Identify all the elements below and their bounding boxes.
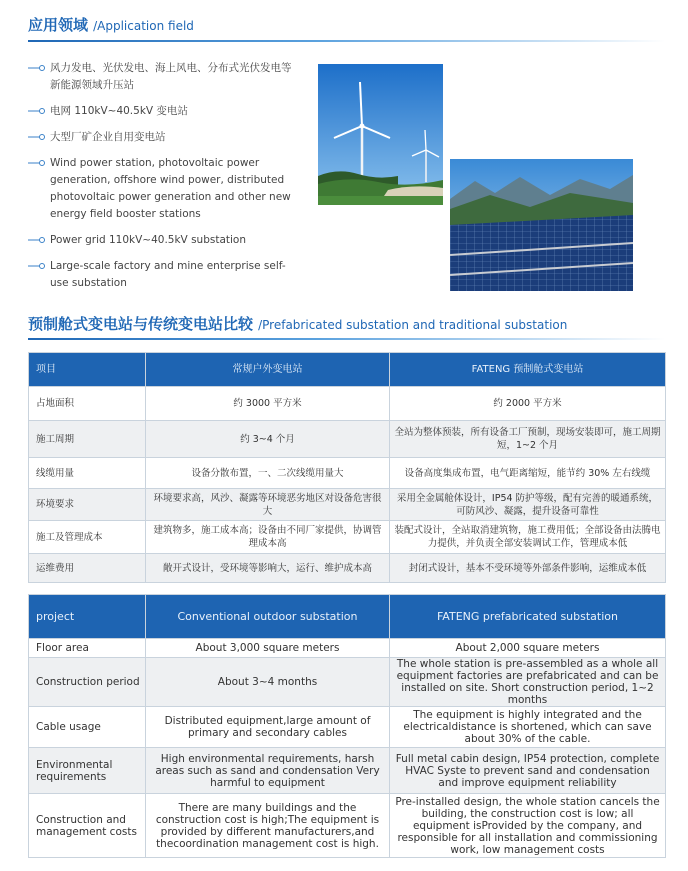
arrow-bullet-icon <box>28 63 46 73</box>
table-cell: There are many buildings and the construction cost is high;The equipment is provided by different manufacturers,and thecoordination management cost is high. <box>146 794 390 858</box>
table-cell: 设备分散布置，一、二次线缆用量大 <box>146 458 390 489</box>
list-item-text: 风力发电、光伏发电、海上风电、分布式光伏发电等新能源领域升压站 <box>50 62 292 91</box>
table-header-cell: Conventional outdoor substation <box>146 595 390 639</box>
table-cell: 占地面积 <box>29 387 146 421</box>
table-cell: The equipment is highly integrated and the electricaldistance is shortened, which can save about 30% of the cable. <box>390 707 666 748</box>
arrow-bullet-icon <box>28 158 46 168</box>
list-item-text: 大型厂矿企业自用变电站 <box>50 131 166 143</box>
application-list <box>28 60 298 301</box>
table-header-cell: 项目 <box>29 353 146 387</box>
list-item <box>28 155 298 223</box>
list-item-text: Power grid 110kV~40.5kV substation <box>50 234 246 246</box>
table-cell: 封闭式设计，基本不受环境等外部条件影响，运维成本低 <box>390 554 666 583</box>
list-item <box>28 60 298 94</box>
table-cell: 运维费用 <box>29 554 146 583</box>
section-title-zh: 应用领域 <box>28 16 89 34</box>
table-cell: 敞开式设计，受环境等影响大，运行、维护成本高 <box>146 554 390 583</box>
table-cell: Environmental requirements <box>29 748 146 794</box>
table-cell: 环境要求高，风沙、凝露等环境恶劣地区对设备危害很大 <box>146 489 390 521</box>
section-title-comparison <box>28 313 567 334</box>
section-title-zh: 预制舱式变电站与传统变电站比较 <box>28 315 254 333</box>
list-item-text: 电网 110kV~40.5kV 变电站 <box>50 105 188 117</box>
table-header-row <box>29 595 666 639</box>
table-cell: 施工及管理成本 <box>29 521 146 554</box>
table-cell: High environmental requirements, harsh areas such as sand and condensation Very harmful to equipment <box>146 748 390 794</box>
arrow-bullet-icon <box>28 106 46 116</box>
table-header-cell: FATENG 预制舱式变电站 <box>390 353 666 387</box>
table-row <box>29 554 666 583</box>
table-cell: 全站为整体预装，所有设备工厂预制，现场安装即可，施工周期短，1~2 个月 <box>390 421 666 458</box>
table-cell: Construction period <box>29 658 146 707</box>
list-item <box>28 103 298 120</box>
table-cell: Floor area <box>29 639 146 658</box>
table-cell: Pre-installed design, the whole station cancels the building, the construction cost is low; all equipment isProvided by the company, and responsible for all installation and commissioning work, low management costs <box>390 794 666 858</box>
list-item-text: Wind power station, photovoltaic power generation, offshore wind power, distributed photovoltaic power generation and other new energy field booster stations <box>50 157 291 220</box>
section-title-en: /Prefabricated substation and traditional substation <box>258 318 568 332</box>
table-cell: 约 3~4 个月 <box>146 421 390 458</box>
table-row <box>29 421 666 458</box>
arrow-bullet-icon <box>28 235 46 245</box>
table-header-cell: 常规户外变电站 <box>146 353 390 387</box>
table-cell: 采用全金属舱体设计，IP54 防护等级，配有完善的暖通系统，可防风沙、凝露，提升设备可靠性 <box>390 489 666 521</box>
table-header-row <box>29 353 666 387</box>
table-cell: 施工周期 <box>29 421 146 458</box>
table-row <box>29 489 666 521</box>
table-cell: About 2,000 square meters <box>390 639 666 658</box>
list-item <box>28 258 298 292</box>
comparison-table-en <box>28 594 666 858</box>
solar-panel-photo <box>448 157 635 293</box>
table-cell: Distributed equipment,large amount of primary and secondary cables <box>146 707 390 748</box>
table-header-cell: project <box>29 595 146 639</box>
wind-turbine-photo <box>318 64 443 205</box>
table-row <box>29 794 666 858</box>
comparison-table-zh <box>28 352 666 583</box>
list-item-text: Large-scale factory and mine enterprise self-use substation <box>50 260 286 289</box>
arrow-bullet-icon <box>28 261 46 271</box>
section-title-application <box>28 14 194 35</box>
table-cell: Construction and management costs <box>29 794 146 858</box>
table-row <box>29 639 666 658</box>
section-title-en: /Application field <box>93 19 194 33</box>
table-cell: 线缆用量 <box>29 458 146 489</box>
table-row <box>29 387 666 421</box>
table-cell: 环境要求 <box>29 489 146 521</box>
section-divider <box>28 40 665 42</box>
table-row <box>29 707 666 748</box>
table-cell: 装配式设计，全站取消建筑物，施工费用低；全部设备由法腾电力提供，并负责全部安装调试工作，管理成本低 <box>390 521 666 554</box>
section-divider <box>28 338 665 340</box>
table-cell: Full metal cabin design, IP54 protection, complete HVAC Syste to prevent sand and condensation and improve equipment reliability <box>390 748 666 794</box>
list-item <box>28 232 298 249</box>
table-row <box>29 658 666 707</box>
table-cell: 约 2000 平方米 <box>390 387 666 421</box>
table-cell: Cable usage <box>29 707 146 748</box>
list-item <box>28 129 298 146</box>
arrow-bullet-icon <box>28 132 46 142</box>
table-header-cell: FATENG prefabricated substation <box>390 595 666 639</box>
table-cell: About 3~4 months <box>146 658 390 707</box>
table-cell: 约 3000 平方米 <box>146 387 390 421</box>
table-cell: 建筑物多，施工成本高；设备由不同厂家提供，协调管理成本高 <box>146 521 390 554</box>
table-cell: The whole station is pre-assembled as a whole all equipment factories are prefabricated and can be installed on site. Short construction period, 1~2 months <box>390 658 666 707</box>
table-row <box>29 521 666 554</box>
table-cell: About 3,000 square meters <box>146 639 390 658</box>
table-cell: 设备高度集成布置，电气距离缩短，能节约 30% 左右线缆 <box>390 458 666 489</box>
table-row <box>29 748 666 794</box>
table-row <box>29 458 666 489</box>
